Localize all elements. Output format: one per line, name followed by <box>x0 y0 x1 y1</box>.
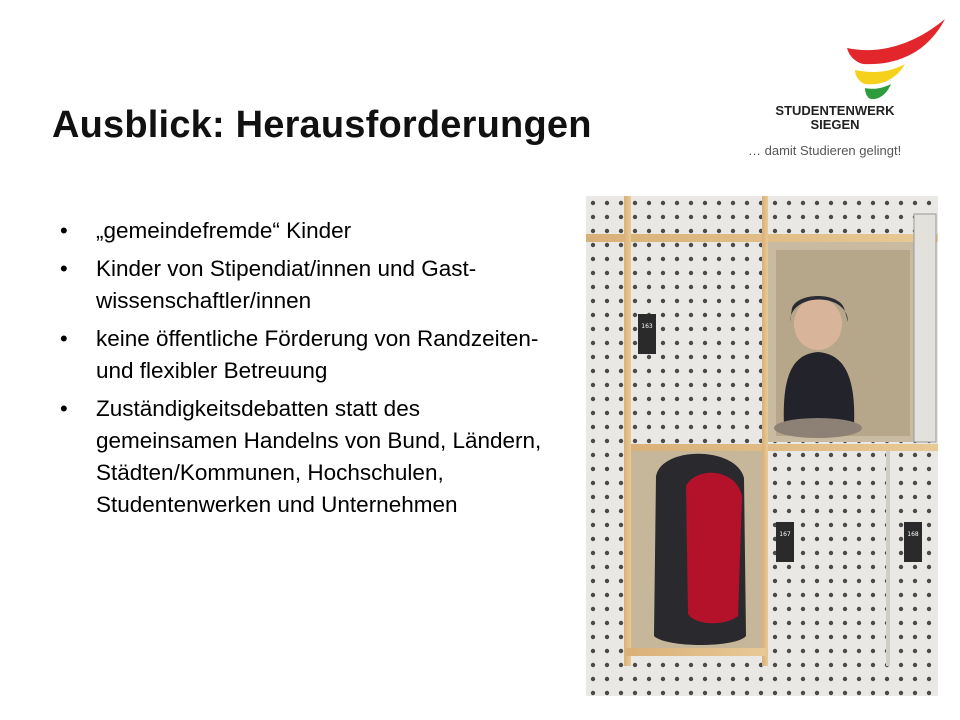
logo-tagline: … damit Studieren gelingt! <box>748 143 902 158</box>
bullet-item: • keine öffentliche Förderung von Randzeiten- und flexibler Betreuung <box>56 323 561 387</box>
locker-photo <box>586 196 938 696</box>
logo-green-stripe <box>865 84 891 99</box>
logo-name <box>765 104 905 132</box>
open-door-top <box>914 214 936 442</box>
wood-frame-mid <box>626 444 938 451</box>
logo-name-line2: SIEGEN <box>810 117 860 132</box>
logo-name-line1: STUDENTENWERK <box>775 103 895 118</box>
locker-number-167: 167 <box>779 531 791 538</box>
studentenwerk-logo <box>745 14 955 164</box>
locker-number-163: 163 <box>641 323 653 330</box>
slide-title: Ausblick: Herausforderungen <box>52 104 592 146</box>
bullet-item: • Kinder von Stipendiat/innen und Gast-wissenschaftler/innen <box>56 253 561 317</box>
logo-yellow-stripe <box>855 64 905 84</box>
bullet-item: • Zuständigkeitsdebatten statt des gemeinsamen Handelns von Bund, Ländern, Städten/Kommunen, Hochschulen, Studentenwerken und Unternehmen <box>56 393 561 521</box>
bullet-item: • „gemeindefremde“ Kinder <box>56 215 561 247</box>
child-legs <box>774 418 862 438</box>
child-head <box>794 298 842 350</box>
backpack-red-panel <box>686 473 742 624</box>
wood-frame-center <box>762 196 768 666</box>
locker-label-163 <box>638 314 656 354</box>
logo-red-stripe <box>847 19 945 64</box>
locker-label-168 <box>904 522 922 562</box>
bullet-list <box>56 215 561 527</box>
wood-frame-bottom <box>626 648 766 656</box>
locker-number-168: 168 <box>907 531 919 538</box>
locker-divider <box>886 451 890 666</box>
locker-label-167 <box>776 522 794 562</box>
wood-frame-left <box>624 196 631 666</box>
